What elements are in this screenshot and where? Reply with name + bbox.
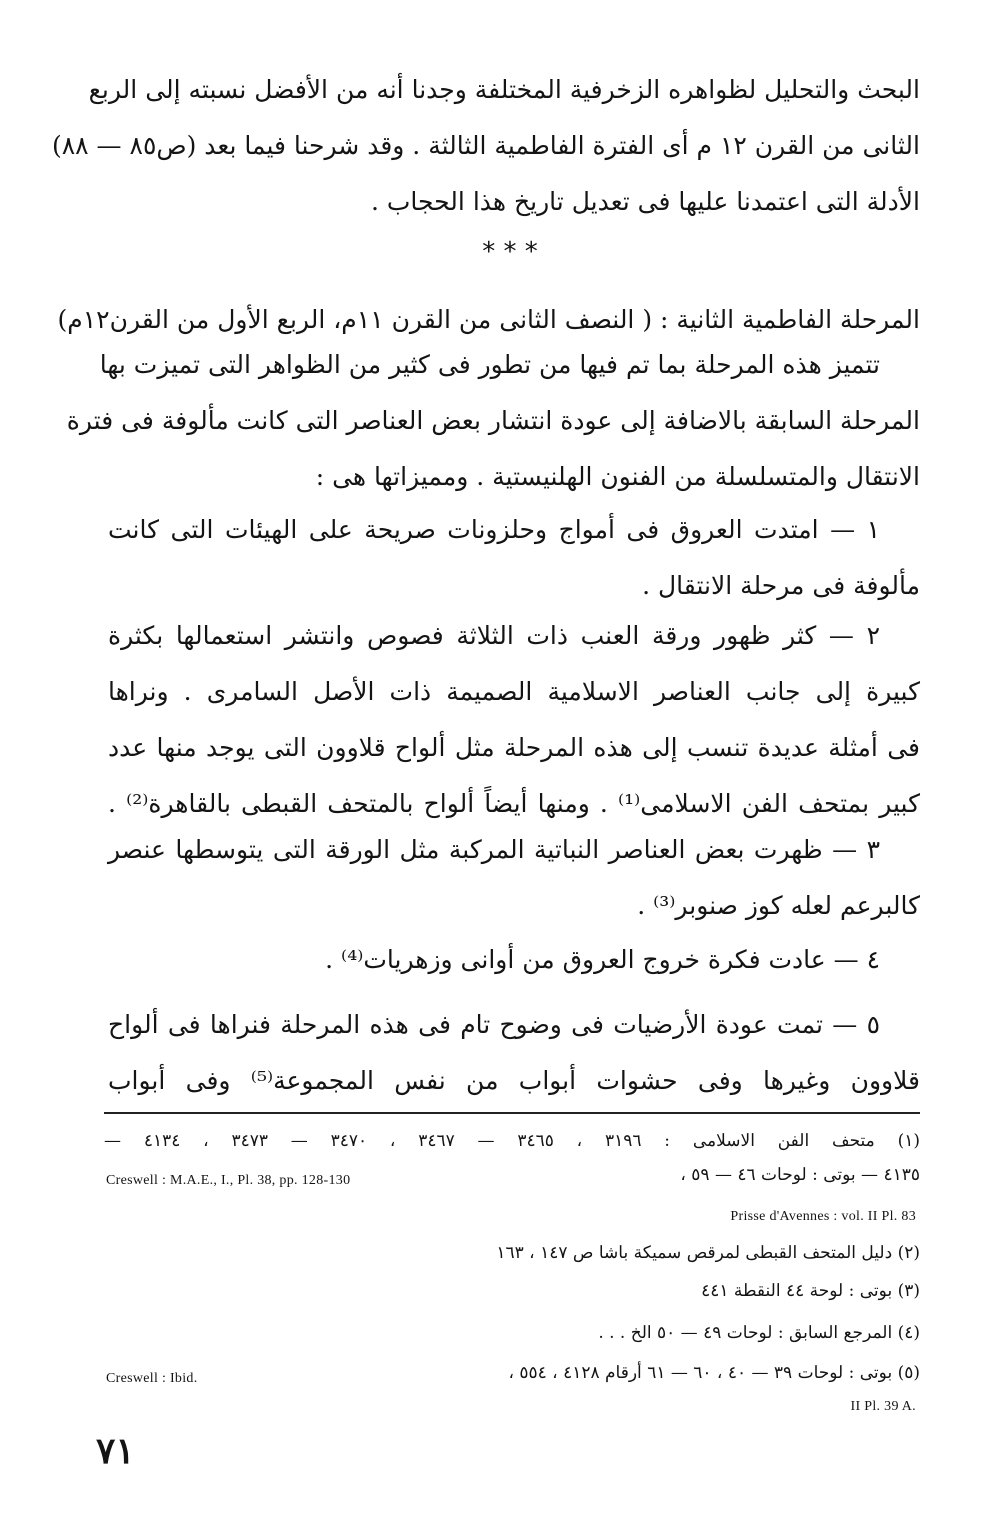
text-line: فى أمثلة عديدة تنسب إلى هذه المرحلة مثل ألواح قلاوون التى يوجد منها عدد <box>108 733 920 762</box>
footnote-5-citation-2: II Pl. 39 A. <box>850 1399 916 1414</box>
footnote-5: (٥) بوتى : لوحات ٣٩ — ٤٠ ، ٦٠ — ٦١ أرقام ٤١٢٨ ، ٥٥٤ ، <box>508 1363 920 1383</box>
text-line: كالبرعم لعله كوز صنوبر⁽³⁾ . <box>637 891 920 920</box>
page-number: ٧١ <box>96 1430 135 1472</box>
text-line: ٤ — عادت فكرة خروج العروق من أوانى وزهريات⁽⁴⁾ . <box>325 945 880 974</box>
footnote-1-line-2: ٤١٣٥ — بوتى : لوحات ٤٦ — ٥٩ ، <box>680 1165 920 1185</box>
footnote-divider <box>104 1112 920 1114</box>
text-line: ١ — امتدت العروق فى أمواج وحلزونات صريحة على الهيئات التى كانت <box>108 515 880 544</box>
text-line: ٢ — كثر ظهور ورقة العنب ذات الثلاثة فصوص وانتشر استعمالها بكثرة <box>108 621 880 650</box>
footnote-3: (٣) بوتى : لوحة ٤٤ النقطة ٤٤١ <box>701 1281 920 1301</box>
text-line: المرحلة السابقة بالاضافة إلى عودة انتشار بعض العناصر التى كانت مألوفة فى فترة <box>66 406 920 435</box>
text-line: البحث والتحليل لظواهره الزخرفية المختلفة وجدنا أنه من الأفضل نسبته إلى الربع <box>88 75 920 104</box>
section-separator: * * * <box>482 237 538 267</box>
footnote-2: (٢) دليل المتحف القبطى لمرقص سميكة باشا ص ١٤٧ ، ١٦٣ <box>496 1243 920 1263</box>
heading-line: المرحلة الفاطمية الثانية : ( النصف الثانى من القرن ١١م، الربع الأول من القرن١٢م) <box>57 305 920 334</box>
text-line: كبيرة إلى جانب العناصر الاسلامية الصميمة ذات الأصل السامرى . ونراها <box>108 677 920 706</box>
footnote-1-citation: Creswell : M.A.E., I., Pl. 38, pp. 128-130 <box>106 1173 351 1188</box>
text-line: قلاوون وغيرها وفى حشوات أبواب من نفس المجموعة⁽⁵⁾ وفى أبواب <box>108 1066 921 1095</box>
text-line: الأدلة التى اعتمدنا عليها فى تعديل تاريخ هذا الحجاب . <box>370 187 920 216</box>
text-line: مألوفة فى مرحلة الانتقال . <box>642 571 920 600</box>
footnote-4: (٤) المرجع السابق : لوحات ٤٩ — ٥٠ الخ . . . <box>598 1323 920 1343</box>
text-line: كبير بمتحف الفن الاسلامى⁽¹⁾ . ومنها أيضاً ألواح بالمتحف القبطى بالقاهرة⁽²⁾ . <box>108 789 920 818</box>
text-line: الثانى من القرن ١٢ م أى الفترة الفاطمية الثالثة . وقد شرحنا فيما بعد (ص٨٥ — ٨٨) <box>51 131 920 160</box>
text-line: تتميز هذه المرحلة بما تم فيها من تطور فى كثير من الظواهر التى تميزت بها <box>99 350 880 379</box>
footnote-1-line-1: (١) متحف الفن الاسلامى : ٣١٩٦ ، ٣٤٦٥ — ٣٤٦٧ ، ٣٤٧٠ — ٣٤٧٣ ، ٤١٣٤ — <box>104 1131 920 1151</box>
text-line: الانتقال والمتسلسلة من الفنون الهلنيستية . ومميزاتها هى : <box>315 462 920 491</box>
footnote-5-citation: Creswell : Ibid. <box>106 1371 198 1386</box>
text-line: ٣ — ظهرت بعض العناصر النباتية المركبة مثل الورقة التى يتوسطها عنصر <box>108 835 880 864</box>
footnote-1-citation-2: Prisse d'Avennes : vol. II Pl. 83 <box>730 1209 916 1224</box>
text-line: ٥ — تمت عودة الأرضيات فى وضوح تام فى هذه المرحلة فنراها فى ألواح <box>108 1010 880 1039</box>
